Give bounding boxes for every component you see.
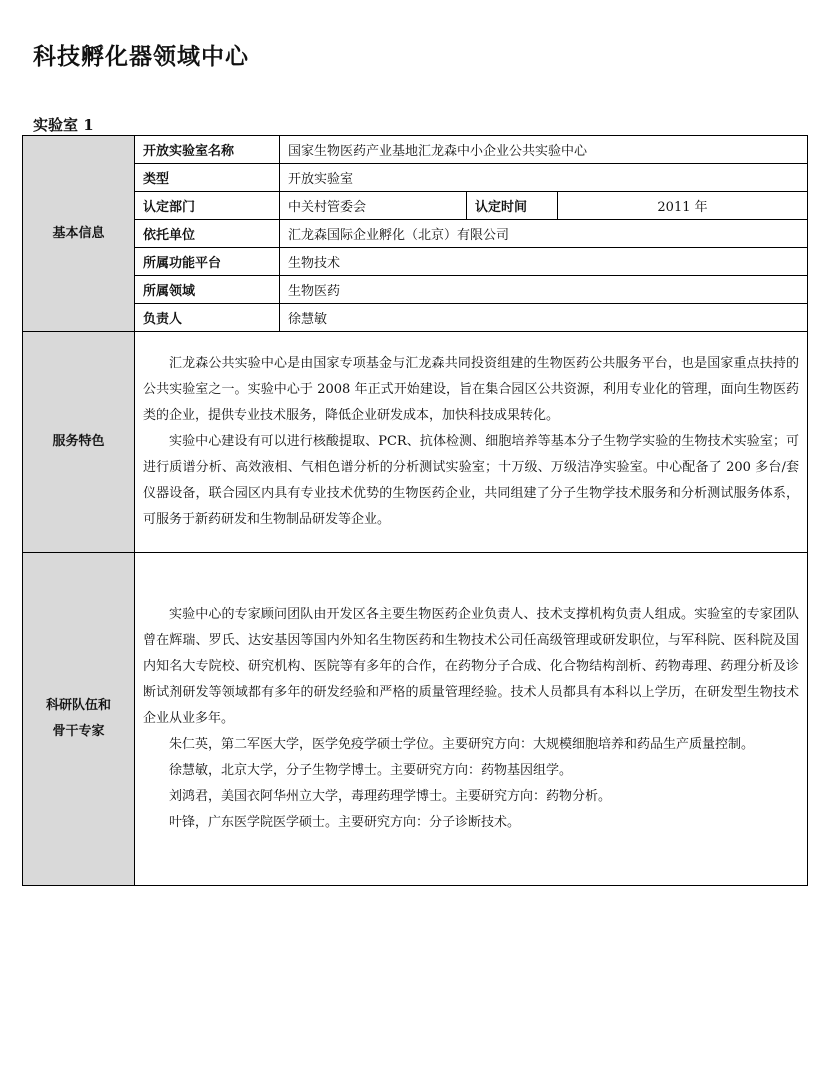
type-label: 类型 bbox=[135, 164, 280, 192]
team-content bbox=[135, 553, 808, 886]
table-row bbox=[23, 136, 808, 164]
team-label bbox=[23, 553, 135, 886]
table-row bbox=[23, 164, 808, 192]
lab-name-value: 国家生物医药产业基地汇龙森中小企业公共实验中心 bbox=[280, 136, 808, 164]
expert-entry: 朱仁英，第二军医大学，医学免疫学硕士学位。主要研究方向：大规模细胞培养和药品生产质量控制。 bbox=[169, 737, 755, 752]
service-paragraph: 实验中心建设有可以进行核酸提取、PCR、抗体检测、细胞培养等基本分子生物学实验的生物技术实验室；可进行质谱分析、高效液相、气相色谱分析的分析测试实验室；十万级、万级洁净实验室。中心配备了 200 多台/套仪器设备，联合园区内具有专业技术优势的生物医药企业，共同组建了分子生物学技术服务和分析测试服务体系，可服务于新药研发和生物制品研发等企业。 bbox=[143, 434, 800, 527]
lab-heading: 实验室 1 bbox=[33, 116, 94, 134]
leader-value: 徐慧敏 bbox=[280, 304, 808, 332]
table-row bbox=[23, 553, 808, 886]
table-row bbox=[23, 192, 808, 220]
service-label: 服务特色 bbox=[23, 332, 135, 553]
dept-value: 中关村管委会 bbox=[280, 192, 467, 220]
service-paragraph: 汇龙森公共实验中心是由国家专项基金与汇龙森共同投资组建的生物医药公共服务平台，也是国家重点扶持的公共实验室之一。实验中心于 2008 年正式开始建设，旨在集合园区公共资源，利用专业化的管理，面向生物医药类的企业，提供专业技术服务，降低企业研发成本，加快科技成果转化。 bbox=[143, 356, 800, 423]
expert-entry: 刘鸿君，美国衣阿华州立大学，毒理药理学博士。主要研究方向：药物分析。 bbox=[169, 789, 612, 804]
table-row bbox=[23, 220, 808, 248]
basic-info-label: 基本信息 bbox=[23, 136, 135, 332]
table-row bbox=[23, 332, 808, 553]
table-row bbox=[23, 276, 808, 304]
leader-label: 负责人 bbox=[135, 304, 280, 332]
table-row bbox=[23, 248, 808, 276]
type-value: 开放实验室 bbox=[280, 164, 808, 192]
page-title: 科技孵化器领域中心 bbox=[33, 44, 249, 70]
service-content bbox=[135, 332, 808, 553]
expert-entry: 徐慧敏，北京大学，分子生物学博士。主要研究方向：药物基因组学。 bbox=[169, 763, 573, 778]
team-label-line1: 科研队伍和 bbox=[45, 698, 111, 713]
dept-label: 认定部门 bbox=[135, 192, 280, 220]
table-row bbox=[23, 304, 808, 332]
platform-label: 所属功能平台 bbox=[135, 248, 280, 276]
team-label-line2: 骨干专家 bbox=[52, 724, 105, 739]
time-value: 2011 年 bbox=[558, 192, 808, 220]
team-paragraph: 实验中心的专家顾问团队由开发区各主要生物医药企业负责人、技术支撑机构负责人组成。实验室的专家团队曾在辉瑞、罗氏、达安基因等国内外知名生物医药和生物技术公司任高级管理或研发职位，与军科院、医科院及国内知名大专院校、研究机构、医院等有多年的合作，在药物分子合成、化合物结构剖析、药物毒理、药理分析及诊断试剂研发等领域都有多年的研发经验和严格的质量管理经验。技术人员都具有本科以上学历，在研发型生物技术企业从业多年。 bbox=[143, 607, 800, 726]
lab-name-label: 开放实验室名称 bbox=[135, 136, 280, 164]
org-label: 依托单位 bbox=[135, 220, 280, 248]
platform-value: 生物技术 bbox=[280, 248, 808, 276]
expert-entry: 叶锋，广东医学院医学硕士。主要研究方向：分子诊断技术。 bbox=[169, 815, 521, 830]
lab-info-table bbox=[22, 135, 808, 886]
field-value: 生物医药 bbox=[280, 276, 808, 304]
org-value: 汇龙森国际企业孵化（北京）有限公司 bbox=[280, 220, 808, 248]
time-label: 认定时间 bbox=[467, 192, 558, 220]
field-label: 所属领域 bbox=[135, 276, 280, 304]
